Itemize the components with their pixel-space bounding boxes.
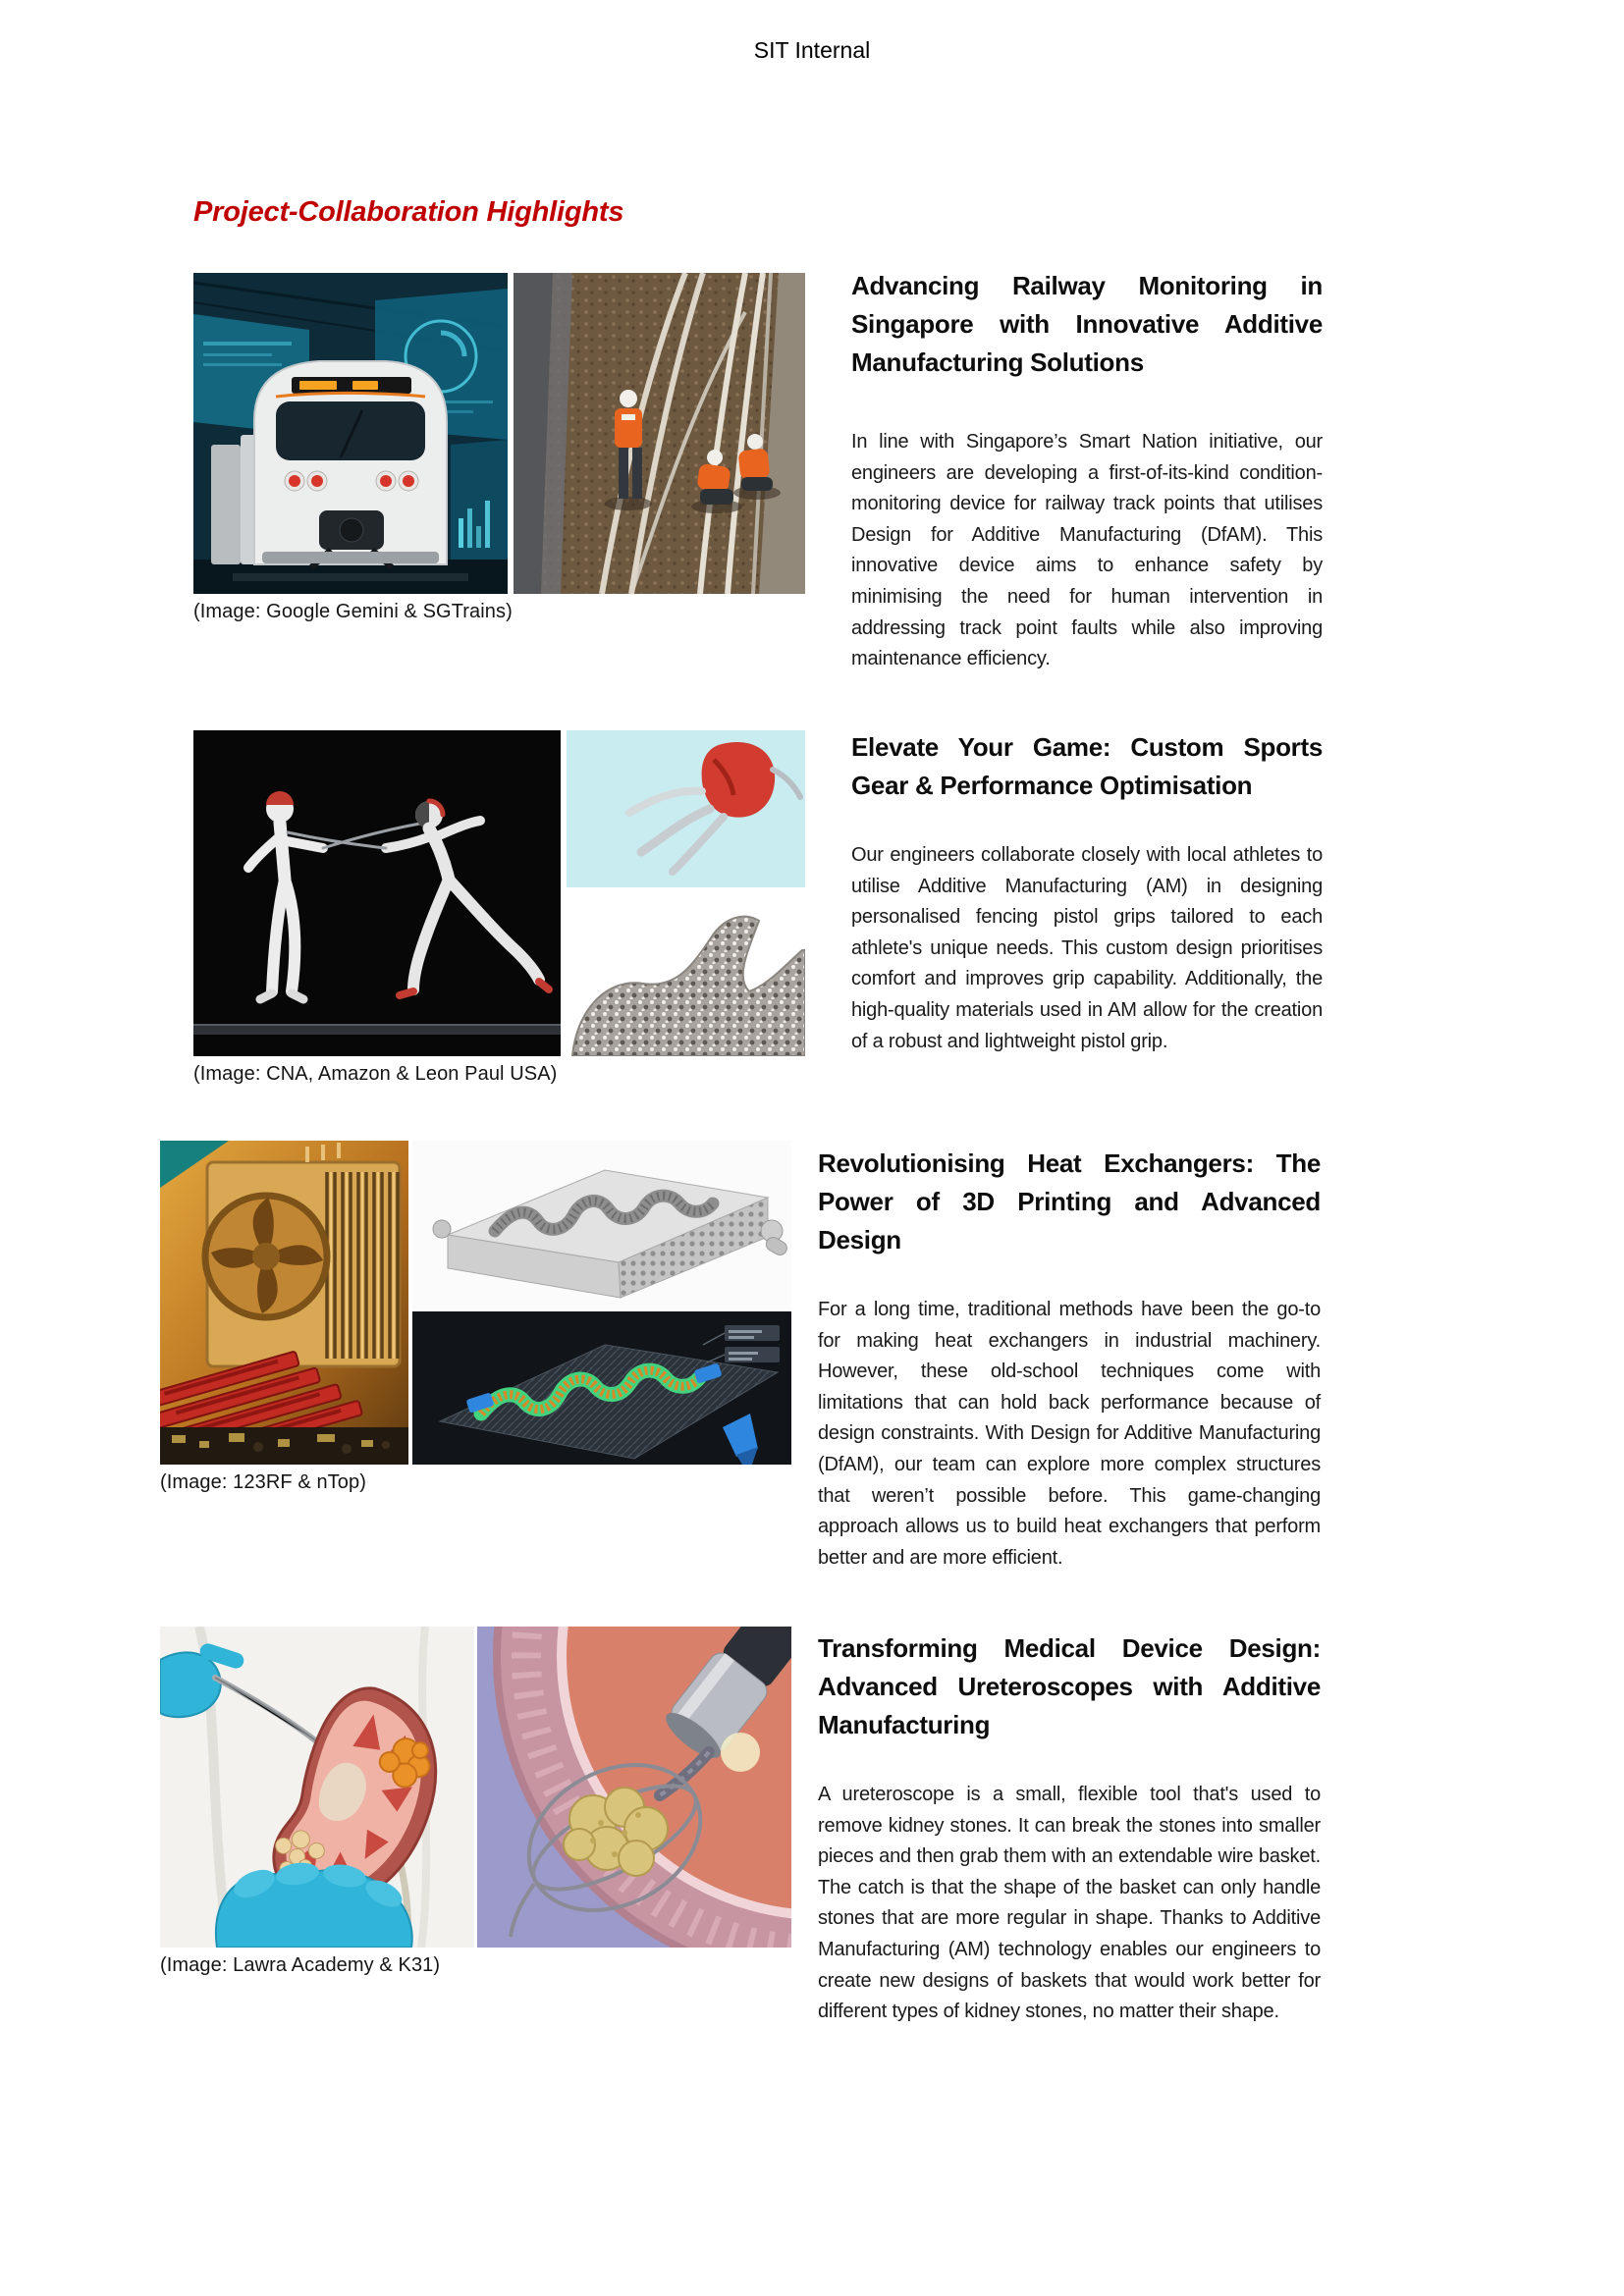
kidney-model-illustration	[160, 1627, 474, 1948]
ureteroscope-illustration	[477, 1627, 791, 1948]
section-fencing-text	[851, 728, 1323, 1057]
railway-figure	[193, 273, 805, 623]
section-body: Our engineers collaborate closely with local athletes to utilise Additive Manufacturing (AM) in designing personalised fencing pistol grips tailored to each athlete's unique needs. This custom design prioritises comfort and improves grip capability. Additionally, the high-quality materials used in AM allow for the creation of a robust and lightweight pistol grip.	[851, 844, 1323, 1052]
medical-figure	[160, 1627, 791, 1977]
heat-exchanger-figure	[160, 1141, 791, 1494]
section-heat-exchanger	[160, 1141, 791, 1494]
section-body: In line with Singapore’s Smart Nation initiative, our engineers are developing a first-of-its-kind condition-monitoring device for railway track points that utilises Design for Additive Manufacturing (DfAM). This innovative device aims to enhance safety by minimising the need for human intervention in addressing track point faults while also improving maintenance efficiency.	[851, 431, 1323, 670]
heat-exchanger-image	[160, 1141, 791, 1465]
image-caption: (Image: 123RF & nTop)	[160, 1471, 366, 1493]
track-workers-illustration	[514, 273, 805, 594]
train-illustration	[193, 273, 508, 594]
image-caption: (Image: Lawra Academy & K31)	[160, 1954, 441, 1976]
section-heading: Transforming Medical Device Design: Advanced Ureteroscopes with Additive Manufacturing	[818, 1633, 1321, 1739]
fencing-image	[193, 730, 805, 1056]
section-heading: Revolutionising Heat Exchangers: The Power of 3D Printing and Advanced Design	[818, 1148, 1321, 1255]
fencing-figure	[193, 730, 805, 1086]
section-fencing	[193, 730, 805, 1086]
medical-image	[160, 1627, 791, 1948]
heat-exchanger-side-images	[412, 1141, 791, 1465]
section-medical-text	[818, 1629, 1321, 2028]
section-heading: Advancing Railway Monitoring in Singapore with Innovative Additive Manufacturing Solutions	[851, 271, 1323, 377]
railway-image	[193, 273, 805, 594]
cpu-heatsink-illustration	[160, 1141, 408, 1465]
image-caption: (Image: CNA, Amazon & Leon Paul USA)	[193, 1063, 558, 1085]
section-medical	[160, 1627, 791, 1977]
classification-header: SIT Internal	[753, 37, 871, 63]
section-railway-text	[851, 267, 1323, 675]
section-heading: Elevate Your Game: Custom Sports Gear & Performance Optimisation	[851, 732, 1323, 800]
lattice-grip-illustration	[567, 893, 805, 1056]
section-body: A ureteroscope is a small, flexible tool that's used to remove kidney stones. It can break the stones into smaller pieces and then grab them with an extendable wire basket. The catch is that the shape of the basket can only handle stones that are more regular in shape. Thanks to Additive Manufacturing (AM) technology enables our engineers to create new designs of baskets that would work better for different types of kidney stones, no matter their shape.	[818, 1784, 1321, 2023]
fencers-illustration	[193, 730, 561, 1056]
section-heat-exchanger-text	[818, 1145, 1321, 1574]
pistol-grip-illustration	[567, 730, 805, 887]
simulation-render-illustration	[412, 1311, 791, 1465]
fencing-side-images	[567, 730, 805, 1056]
page-title: Project-Collaboration Highlights	[193, 196, 624, 228]
printed-heat-exchanger-illustration	[412, 1141, 791, 1309]
image-caption: (Image: Google Gemini & SGTrains)	[193, 601, 513, 622]
section-body: For a long time, traditional methods have been the go-to for making heat exchangers in industrial machinery. However, these old-school techniques come with limitations that can hold back performance because of design constraints. With Design for Additive Manufacturing (DfAM), our team can explore more complex structures that weren’t possible before. This game-changing approach allows us to build heat exchangers that perform better and are more efficient.	[818, 1299, 1321, 1569]
section-railway	[193, 273, 805, 623]
